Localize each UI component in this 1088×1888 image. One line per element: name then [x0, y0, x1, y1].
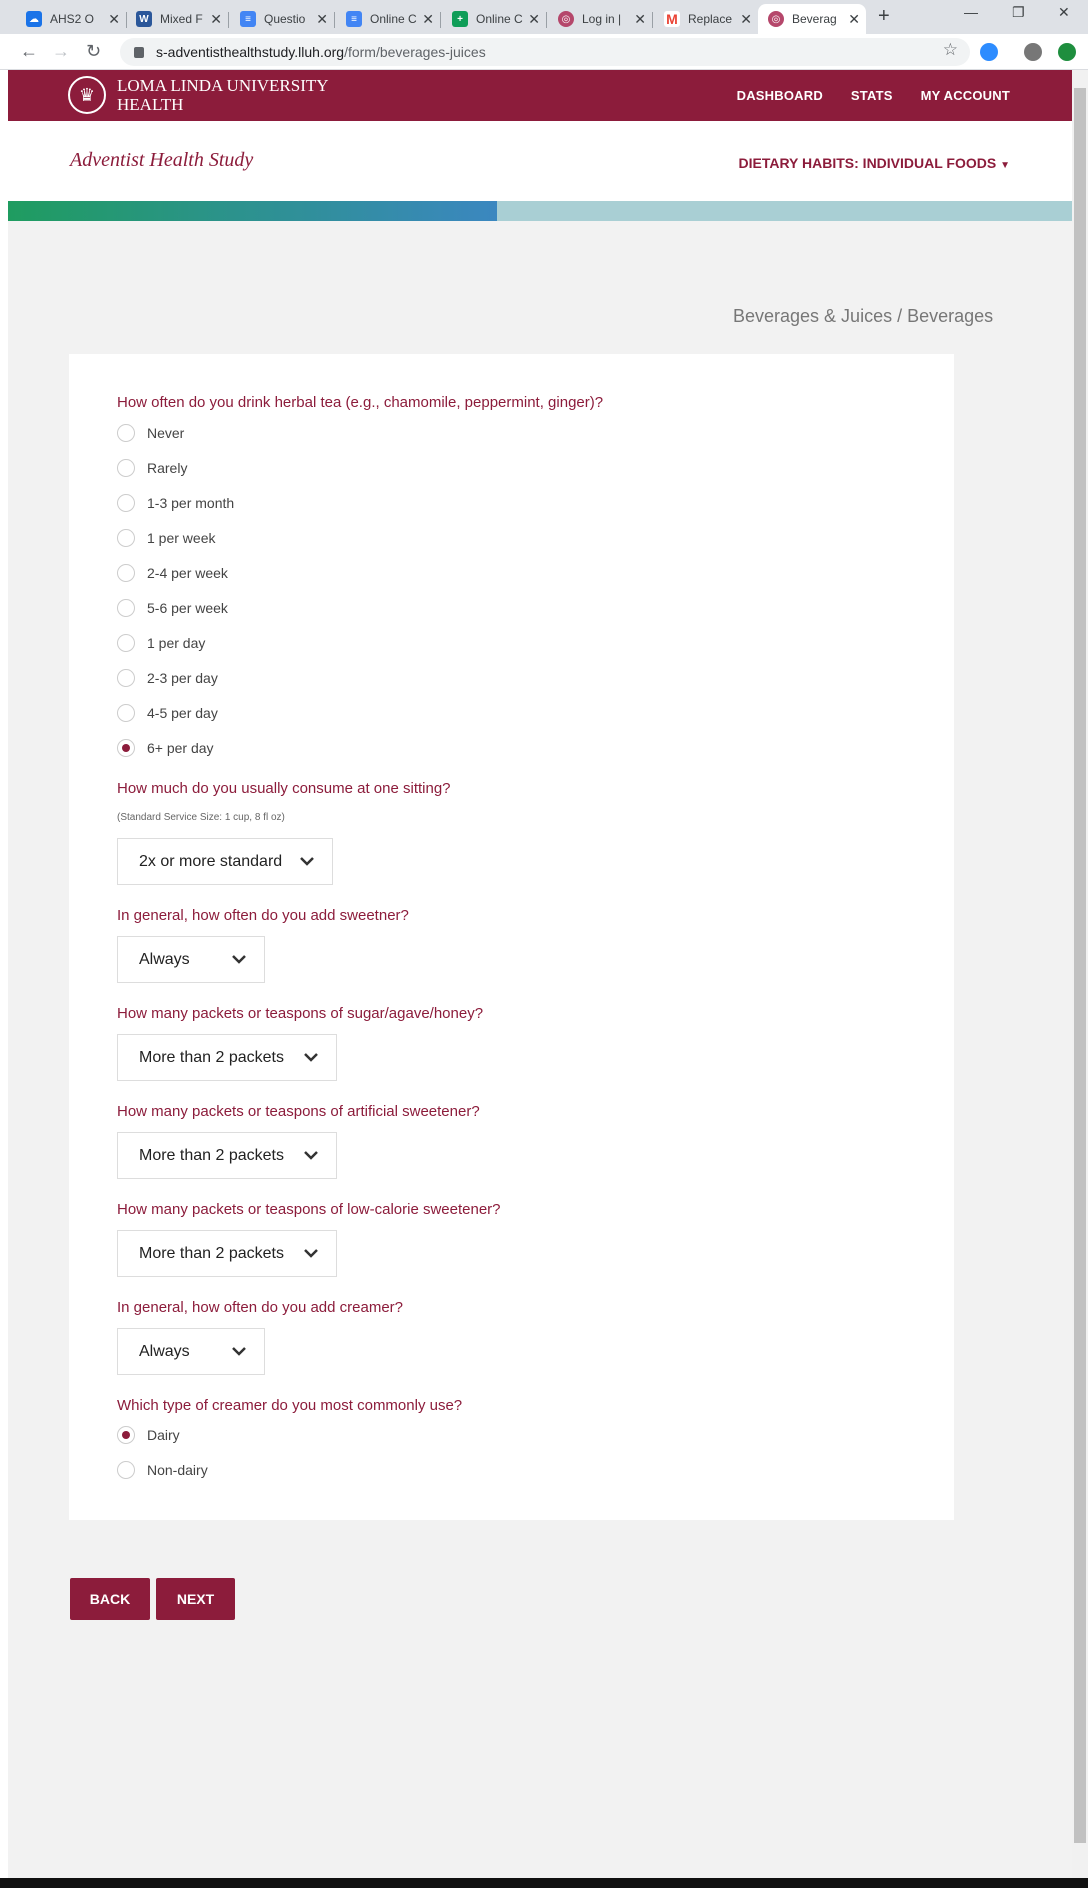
docs-icon: ≡ [240, 11, 256, 27]
question-low-calorie-sweetener: How many packets or teaspons of low-calorie sweetener? [117, 1201, 501, 1218]
creamer-type-option[interactable] [117, 1426, 180, 1444]
chevron-down-icon [232, 954, 246, 964]
onedrive-icon: ☁ [26, 11, 42, 27]
browser-tab[interactable] [442, 4, 546, 34]
lluh-icon: ◎ [768, 11, 784, 27]
close-tab-icon[interactable]: ✕ [528, 11, 540, 27]
serving-size-note: (Standard Service Size: 1 cup, 8 fl oz) [117, 812, 285, 823]
frequency-option[interactable] [117, 459, 187, 477]
tab-title: Replace [688, 12, 733, 26]
creamer-frequency-select[interactable] [117, 1328, 265, 1375]
close-tab-icon[interactable]: ✕ [740, 11, 752, 27]
artificial-sweetener-value: More than 2 packets [139, 1146, 284, 1164]
sugar-packets-value: More than 2 packets [139, 1048, 284, 1066]
browser-tab[interactable] [16, 4, 126, 34]
progress-fill [8, 201, 497, 221]
lluh-icon: ◎ [558, 11, 574, 27]
sugar-packets-select[interactable] [117, 1034, 337, 1081]
top-navigation-bar [8, 70, 1072, 121]
section-menu-label: DIETARY HABITS: INDIVIDUAL FOODS [738, 155, 997, 171]
frequency-option[interactable] [117, 669, 218, 687]
study-header [8, 121, 1072, 201]
browser-tab[interactable] [336, 4, 440, 34]
scrollbar-thumb[interactable] [1074, 88, 1086, 1843]
address-bar[interactable] [120, 38, 970, 66]
reload-icon[interactable]: ↻ [86, 41, 102, 61]
browser-toolbar [0, 34, 1088, 70]
radio-label: 6+ per day [147, 740, 214, 756]
page-scrollbar[interactable] [1072, 70, 1088, 1878]
radio-button[interactable] [117, 1461, 135, 1479]
chevron-down-icon [304, 1150, 318, 1160]
question-amount: How much do you usually consume at one sitting? [117, 780, 451, 797]
radio-button[interactable] [117, 739, 135, 757]
radio-label: 2-4 per week [147, 565, 228, 581]
minimize-icon[interactable]: — [964, 4, 978, 20]
tab-title: Online C [476, 12, 523, 26]
creamer-frequency-value: Always [139, 1342, 190, 1360]
profile-avatar-icon[interactable] [1024, 43, 1042, 61]
lock-icon [134, 47, 144, 58]
university-seal-icon[interactable]: ♛ [68, 76, 106, 114]
frequency-option[interactable] [117, 564, 228, 582]
radio-label: Dairy [147, 1427, 180, 1443]
progress-bar [8, 201, 1072, 221]
browser-tab-strip [0, 0, 1088, 34]
next-button[interactable]: NEXT [156, 1578, 235, 1620]
forward-arrow-icon[interactable]: → [52, 41, 70, 61]
radio-label: 1 per week [147, 530, 216, 546]
radio-label: 1 per day [147, 635, 206, 651]
low-calorie-sweetener-value: More than 2 packets [139, 1244, 284, 1262]
frequency-option[interactable] [117, 739, 214, 757]
tab-title: Questio [264, 12, 306, 26]
close-tab-icon[interactable]: ✕ [422, 11, 434, 27]
browser-tab[interactable] [548, 4, 652, 34]
radio-label: 2-3 per day [147, 670, 218, 686]
sheets-icon: + [452, 11, 468, 27]
amount-select-value: 2x or more standard [139, 852, 283, 870]
site-logo[interactable]: LOMA LINDA UNIVERSITY HEALTH [117, 76, 328, 114]
browser-tab[interactable] [126, 4, 228, 34]
radio-label: Never [147, 425, 185, 441]
tab-title: Online C [370, 12, 417, 26]
close-tab-icon[interactable]: ✕ [210, 11, 222, 27]
radio-button[interactable] [117, 669, 135, 687]
breadcrumb: Beverages & Juices / Beverages [733, 306, 994, 326]
frequency-option[interactable] [117, 704, 218, 722]
caret-down-icon: ▼ [1000, 160, 1010, 171]
back-arrow-icon[interactable]: ← [20, 41, 38, 61]
close-tab-icon[interactable]: ✕ [848, 11, 860, 27]
radio-button[interactable] [117, 494, 135, 512]
frequency-option[interactable] [117, 634, 205, 652]
top-nav [737, 88, 1010, 103]
word-icon: W [136, 11, 152, 27]
chevron-down-icon [232, 1346, 246, 1356]
tab-title: Beverag [792, 12, 837, 26]
radio-label: 1-3 per month [147, 495, 235, 511]
docs-icon: ≡ [346, 11, 362, 27]
frequency-option[interactable] [117, 599, 228, 617]
browser-tab[interactable] [230, 4, 334, 34]
radio-button[interactable] [117, 704, 135, 722]
chevron-down-icon [304, 1248, 318, 1258]
radio-label: 4-5 per day [147, 705, 218, 721]
nav-my-account[interactable]: MY ACCOUNT [920, 88, 1010, 103]
radio-button[interactable] [117, 564, 135, 582]
url-path: /form/beverages-juices [344, 44, 486, 60]
low-calorie-sweetener-select[interactable] [117, 1230, 337, 1277]
question-creamer-type: Which type of creamer do you most commonly use? [117, 1397, 463, 1414]
site-header [8, 70, 1072, 221]
back-button[interactable]: BACK [70, 1578, 150, 1620]
nav-dashboard[interactable]: DASHBOARD [736, 88, 823, 103]
tab-title: AHS2 O [50, 12, 95, 26]
gmail-icon: M [664, 11, 680, 27]
tab-title: Log in | [582, 12, 622, 26]
close-tab-icon[interactable]: ✕ [108, 11, 120, 27]
close-tab-icon[interactable]: ✕ [634, 11, 646, 27]
zoom-extension-icon[interactable] [980, 43, 998, 61]
creamer-type-option[interactable] [117, 1461, 208, 1479]
update-icon[interactable] [1058, 43, 1076, 61]
question-card [69, 354, 954, 1520]
window-edge [0, 70, 8, 1878]
radio-button[interactable] [117, 599, 135, 617]
artificial-sweetener-select[interactable] [117, 1132, 337, 1179]
bookmark-star-icon[interactable]: ☆ [942, 40, 958, 59]
browser-tab[interactable] [654, 4, 758, 34]
question-herbal-tea: How often do you drink herbal tea (e.g., chamomile, peppermint, ginger)? [117, 394, 604, 411]
radio-button[interactable] [117, 634, 135, 652]
question-creamer-frequency: In general, how often do you add creamer? [117, 1299, 404, 1316]
frequency-option[interactable] [117, 529, 215, 547]
radio-button[interactable] [117, 1426, 135, 1444]
tab-title: Mixed F [160, 12, 203, 26]
frequency-option[interactable] [117, 494, 234, 512]
restore-icon[interactable]: ❐ [1012, 4, 1025, 20]
url-host: s-adventisthealthstudy.lluh.org [156, 44, 345, 60]
os-taskbar [0, 1878, 1088, 1888]
sweetener-frequency-value: Always [139, 950, 190, 968]
question-sugar-packets: How many packets or teaspons of sugar/agave/honey? [117, 1005, 484, 1022]
browser-tab-active[interactable] [758, 4, 866, 34]
new-tab-icon[interactable]: + [878, 5, 890, 27]
section-menu-dropdown[interactable] [738, 155, 1010, 171]
radio-label: Non-dairy [147, 1462, 208, 1478]
radio-label: Rarely [147, 460, 188, 476]
close-tab-icon[interactable]: ✕ [316, 11, 328, 27]
question-sweetener-frequency: In general, how often do you add sweetner? [117, 907, 409, 924]
question-artificial-sweetener: How many packets or teaspons of artificial sweetener? [117, 1103, 480, 1120]
radio-button[interactable] [117, 424, 135, 442]
radio-button[interactable] [117, 459, 135, 477]
chevron-down-icon [304, 1052, 318, 1062]
radio-label: 5-6 per week [147, 600, 228, 616]
chevron-down-icon [300, 856, 314, 866]
sweetener-frequency-select[interactable] [117, 936, 265, 983]
close-window-icon[interactable]: ✕ [1058, 4, 1070, 20]
radio-button[interactable] [117, 529, 135, 547]
frequency-option[interactable] [117, 424, 184, 442]
amount-select[interactable] [117, 838, 333, 885]
study-title: Adventist Health Study [70, 149, 254, 171]
nav-stats[interactable]: STATS [850, 88, 893, 103]
